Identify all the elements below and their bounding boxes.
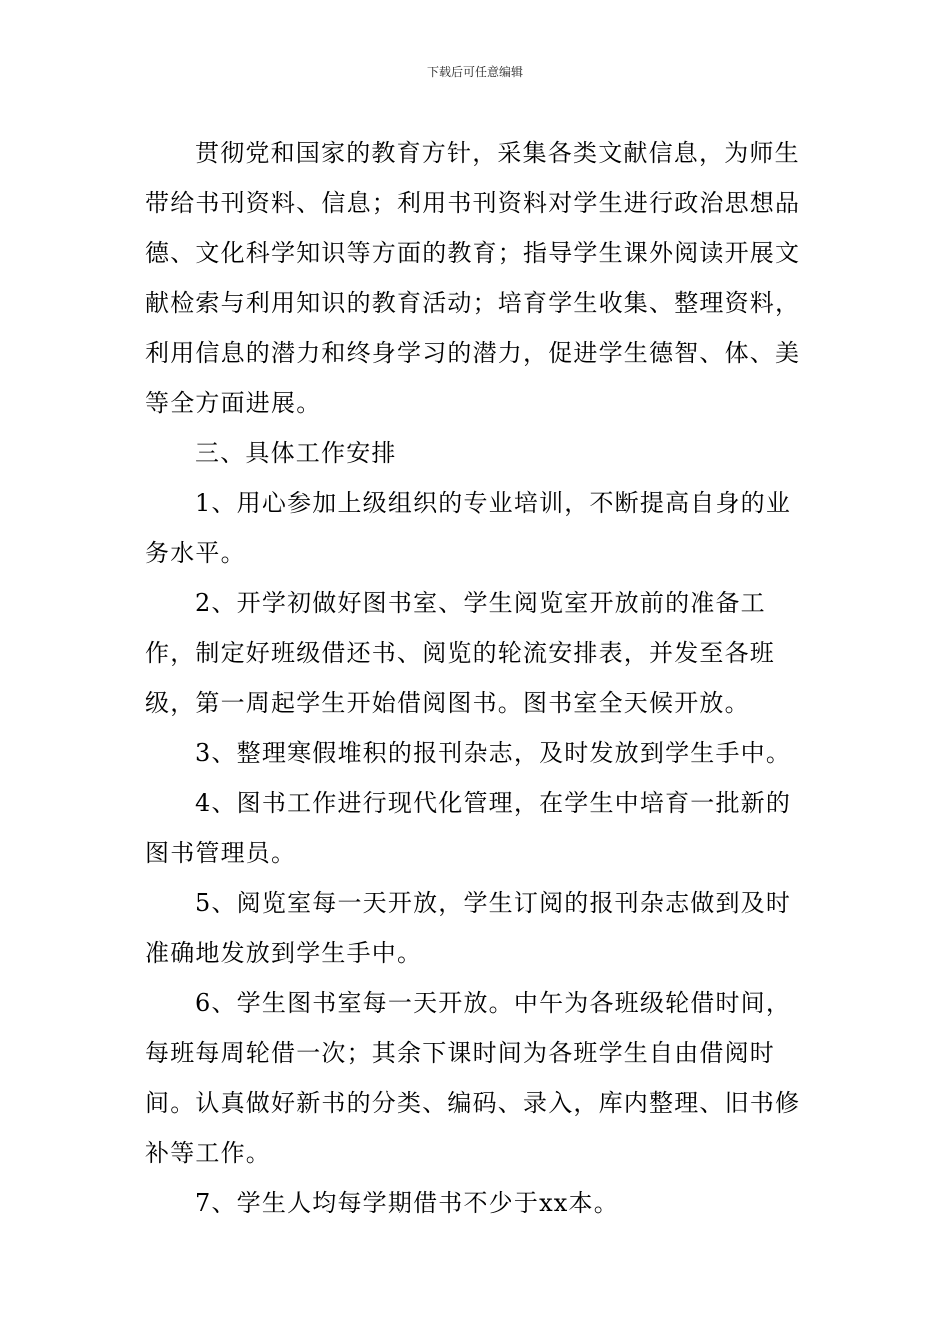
list-item-4: 4、图书工作进行现代化管理，在学生中培育一批新的图书管理员。: [145, 789, 792, 867]
paragraph-mission: 贯彻党和国家的教育方针，采集各类文献信息，为师生带给书刊资料、信息；利用书刊资料对学生进行政治思想品德、文化科学知识等方面的教育；指导学生课外阅读开展文献检索与利用知识的教育活动；培育学生收集、整理资料，利用信息的潜力和终身学习的潜力，促进学生德智、体、美等全方面进展。: [145, 139, 801, 417]
page-header-note: 下载后可任意编辑: [426, 65, 523, 79]
list-item-5: 5、阅览室每一天开放，学生订阅的报刊杂志做到及时准确地发放到学生手中。: [145, 889, 792, 967]
list-item-7: 7、学生人均每学期借书不少于xx本。: [195, 1189, 619, 1217]
document-body: [145, 128, 810, 1228]
list-item-3: 3、整理寒假堆积的报刊杂志，及时发放到学生手中。: [195, 739, 792, 767]
list-item-2: 2、开学初做好图书室、学生阅览室开放前的准备工作，制定好班级借还书、阅览的轮流安排表，并发至各班级，第一周起学生开始借阅图书。图书室全天候开放。: [145, 589, 775, 717]
list-item-1: 1、用心参加上级组织的专业培训，不断提高自身的业务水平。: [145, 489, 792, 567]
section-heading-work-arrangement: 三、具体工作安排: [195, 439, 397, 467]
list-item-6: 6、学生图书室每一天开放。中午为各班级轮借时间，每班每周轮借一次；其余下课时间为各班学生自由借阅时间。认真做好新书的分类、编码、录入，库内整理、旧书修补等工作。: [145, 989, 801, 1167]
